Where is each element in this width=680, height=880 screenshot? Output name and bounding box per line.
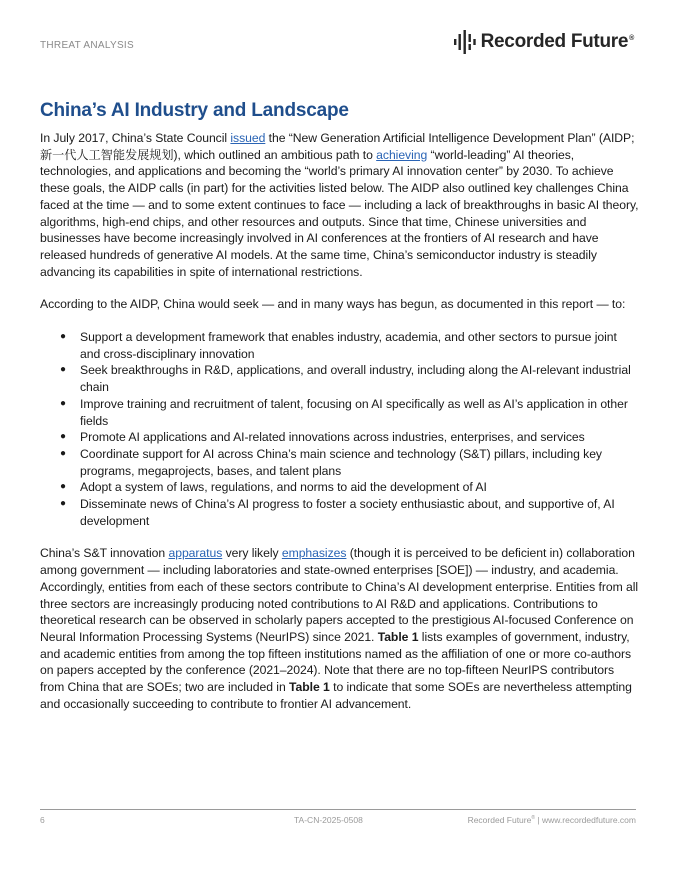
footer-separator: | xyxy=(535,815,542,825)
intro-text-1: In July 2017, China’s State Council xyxy=(40,131,231,145)
aidp-lead-paragraph: According to the AIDP, China would seek — and in many ways has begun, as documented in this report — to: xyxy=(40,297,626,312)
list-item: ● Adopt a system of laws, regulations, and norms to aid the development of AI xyxy=(40,479,640,496)
emphasizes-link[interactable]: emphasizes xyxy=(281,546,347,561)
apparatus-text-1: China’s S&T innovation xyxy=(40,546,169,561)
logo-text: Recorded Future xyxy=(480,31,629,52)
issued-link[interactable]: issued xyxy=(230,131,266,145)
list-item: ● Support a development framework that enables industry, academia, and other sectors to pursue joint and cross-disciplinary innovation xyxy=(40,329,640,362)
footer-brand xyxy=(468,815,636,825)
main-content xyxy=(40,100,640,713)
website-link[interactable]: www.recordedfuture.com xyxy=(541,815,636,825)
logo-registered-mark: ® xyxy=(629,34,634,42)
page-number: 6 xyxy=(40,815,45,825)
footer-registered-mark: ® xyxy=(531,815,536,822)
section-title: China’s AI Industry and Landscape xyxy=(40,100,349,121)
list-item: ● Disseminate news of China’s AI progress to foster a society enthusiastic about, and supportive of, AI development xyxy=(40,496,640,529)
intro-paragraph xyxy=(40,130,640,280)
apparatus-link[interactable]: apparatus xyxy=(168,546,223,561)
logo-mark-icon xyxy=(454,30,476,54)
apparatus-text-2: very likely xyxy=(222,546,282,561)
list-item: ● Seek breakthroughs in R&D, applications, and overall industry, including along the AI-relevant industrial chain xyxy=(40,362,640,395)
document-code: TA-CN-2025-0508 xyxy=(294,815,363,825)
recorded-future-logo xyxy=(454,30,634,54)
achieving-link[interactable]: achieving xyxy=(376,147,428,162)
footer-divider xyxy=(40,809,636,810)
logo-wordmark xyxy=(481,31,634,53)
list-item: ● Coordinate support for AI across China’s main science and technology (S&T) pillars, including key programs, megaprojects, bases, and talent plans xyxy=(40,446,640,479)
table-1-reference: Table 1 xyxy=(377,629,419,644)
intro-text-3: “world-leading” AI theories, technologies, and applications and becoming the “world’s primary AI innovation center” by 2030. To achieve these goals, the AIDP calls (in part) for the activities listed below. The AIDP also outlined key challenges China faced at the time — and to some extent continues to face — including a lack of breakthroughs in basic AI theory, algorithms, high-end chips, and other resources and outputs. Since that time, Chinese universities and businesses have become increasingly involved in AI conferences at the frontiers of AI research and have released hundreds of generative AI models. At the same time, China’s semiconductor industry is steadily advancing its capabilities in spite of international restrictions. xyxy=(40,147,639,279)
apparatus-text-3: (though it is perceived to be deficient in) collaboration among government — including laboratories and state-owned enterprises [SOE]) — industry, and academia. Accordingly, entities from each of these sectors contribute to China’s AI development enterprise. Entities from all three sectors are increasingly producing noted contributions to AI R&D and applications. Contributions to theoretical research can be observed in scholarly papers accepted to the prestigious AI-focused Conference on Neural Information Processing Systems (NeurIPS) since 2021. xyxy=(40,546,639,644)
intro-text-2: the “New Generation Artificial Intelligence Development Plan” (AIDP; 新一代人工智能发展规划), which outlined an ambitious path to xyxy=(40,131,635,162)
footer-brand-name: Recorded Future xyxy=(467,815,532,825)
innovation-apparatus-paragraph xyxy=(40,545,640,712)
list-item: ● Improve training and recruitment of talent, focusing on AI specifically as well as AI’s application in other fields xyxy=(40,396,640,429)
list-item: ● Promote AI applications and AI-related innovations across industries, enterprises, and services xyxy=(40,429,640,446)
aidp-goals-list xyxy=(40,329,640,529)
table-1-reference: Table 1 xyxy=(289,680,330,695)
apparatus-text-5: to indicate that some SOEs are nevertheless attempting and occasionally succeeding to contribute to frontier AI advancement. xyxy=(40,680,632,711)
report-category-label: THREAT ANALYSIS xyxy=(40,40,134,51)
apparatus-text-4: lists examples of government, industry, and academic entities from among the top fifteen institutions named as the affiliation of one or more co-authors on papers accepted by the conference (2021–2024). Note that there are no top-fifteen NeurIPS contributors from China that are SOEs; two are included in xyxy=(40,629,632,695)
